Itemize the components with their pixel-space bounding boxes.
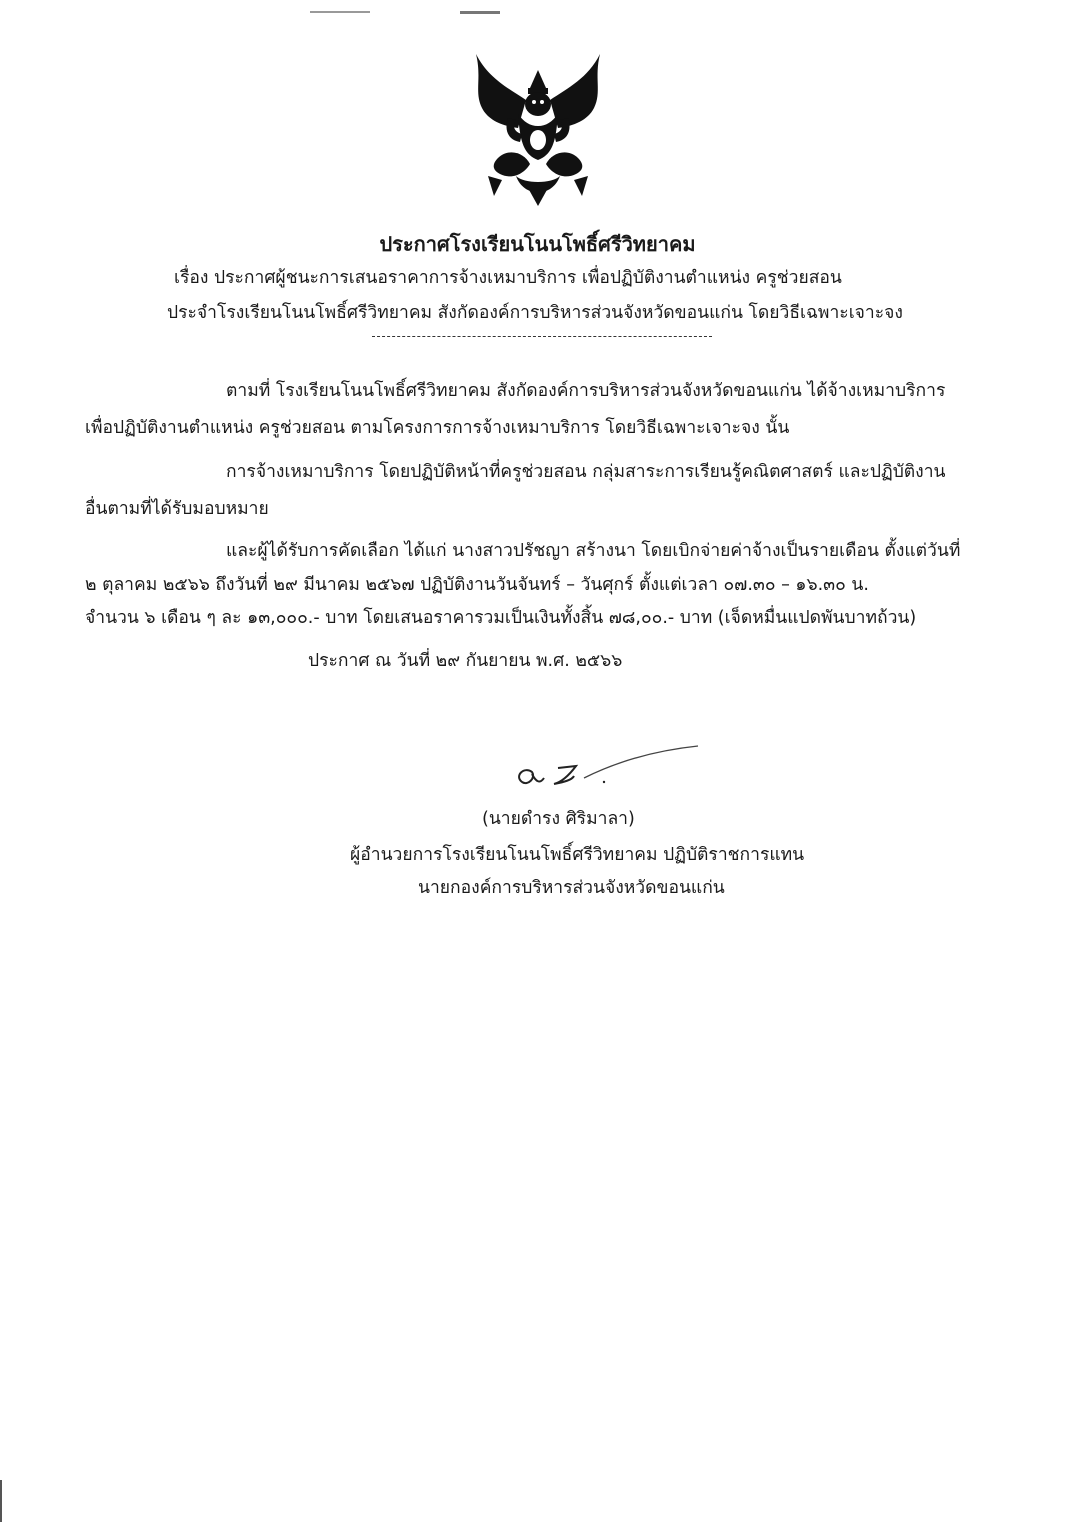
subject-line-2: ประจำโรงเรียนโนนโพธิ์ศรีวิทยาคม สังกัดองค์การบริหารส่วนจังหวัดขอนแก่น โดยวิธีเฉพาะเจาะจง <box>167 303 903 323</box>
handwritten-signature-icon <box>510 738 710 798</box>
paragraph1-line1: ตามที่ โรงเรียนโนนโพธิ์ศรีวิทยาคม สังกัดองค์การบริหารส่วนจังหวัดขอนแก่น ได้จ้างเหมาบริการ <box>226 381 946 401</box>
title-divider <box>372 336 712 337</box>
subject-line-1: เรื่อง ประกาศผู้ชนะการเสนอราคาการจ้างเหมาบริการ เพื่อปฏิบัติงานตำแหน่ง ครูช่วยสอน <box>174 268 842 288</box>
paragraph1-line2: เพื่อปฏิบัติงานตำแหน่ง ครูช่วยสอน ตามโครงการการจ้างเหมาบริการ โดยวิธีเฉพาะเจาะจง นั้น <box>85 418 790 438</box>
paragraph3-line3: จำนวน ๖ เดือน ๆ ละ ๑๓,๐๐๐.- บาท โดยเสนอราคารวมเป็นเงินทั้งสิ้น ๗๘,๐๐.- บาท (เจ็ดหมื่นแปดพันบาทถ้วน) <box>85 608 917 628</box>
signatory-position-1: ผู้อำนวยการโรงเรียนโนนโพธิ์ศรีวิทยาคม ปฏิบัติราชการแทน <box>350 845 805 865</box>
announce-date: ประกาศ ณ วันที่ ๒๙ กันยายน พ.ศ. ๒๕๖๖ <box>308 651 623 671</box>
document-title: ประกาศโรงเรียนโนนโพธิ์ศรีวิทยาคม <box>379 232 696 256</box>
signatory-position-2: นายกองค์การบริหารส่วนจังหวัดขอนแก่น <box>418 878 725 898</box>
paragraph2-line1: การจ้างเหมาบริการ โดยปฏิบัติหน้าที่ครูช่วยสอน กลุ่มสาระการเรียนรู้คณิตศาสตร์ และปฏิบัติงาน <box>226 462 946 482</box>
signatory-name: (นายดำรง ศิริมาลา) <box>482 809 635 829</box>
paragraph3-line1: และผู้ได้รับการคัดเลือก ได้แก่ นางสาวปรัชญา สร้างนา โดยเบิกจ่ายค่าจ้างเป็นรายเดือน ตั้งแต่วันที่ <box>226 541 961 561</box>
paragraph2-line2: อื่นตามที่ได้รับมอบหมาย <box>85 499 269 519</box>
scan-top-mark <box>310 0 500 4</box>
scan-edge-mark <box>0 1480 2 1522</box>
garuda-emblem-icon <box>468 48 608 208</box>
paragraph3-line2: ๒ ตุลาคม ๒๕๖๖ ถึงวันที่ ๒๙ มีนาคม ๒๕๖๗ ปฏิบัติงานวันจันทร์ – วันศุกร์ ตั้งแต่เวลา ๐๗.๓๐ – ๑๖.๓๐ น. <box>85 575 869 595</box>
